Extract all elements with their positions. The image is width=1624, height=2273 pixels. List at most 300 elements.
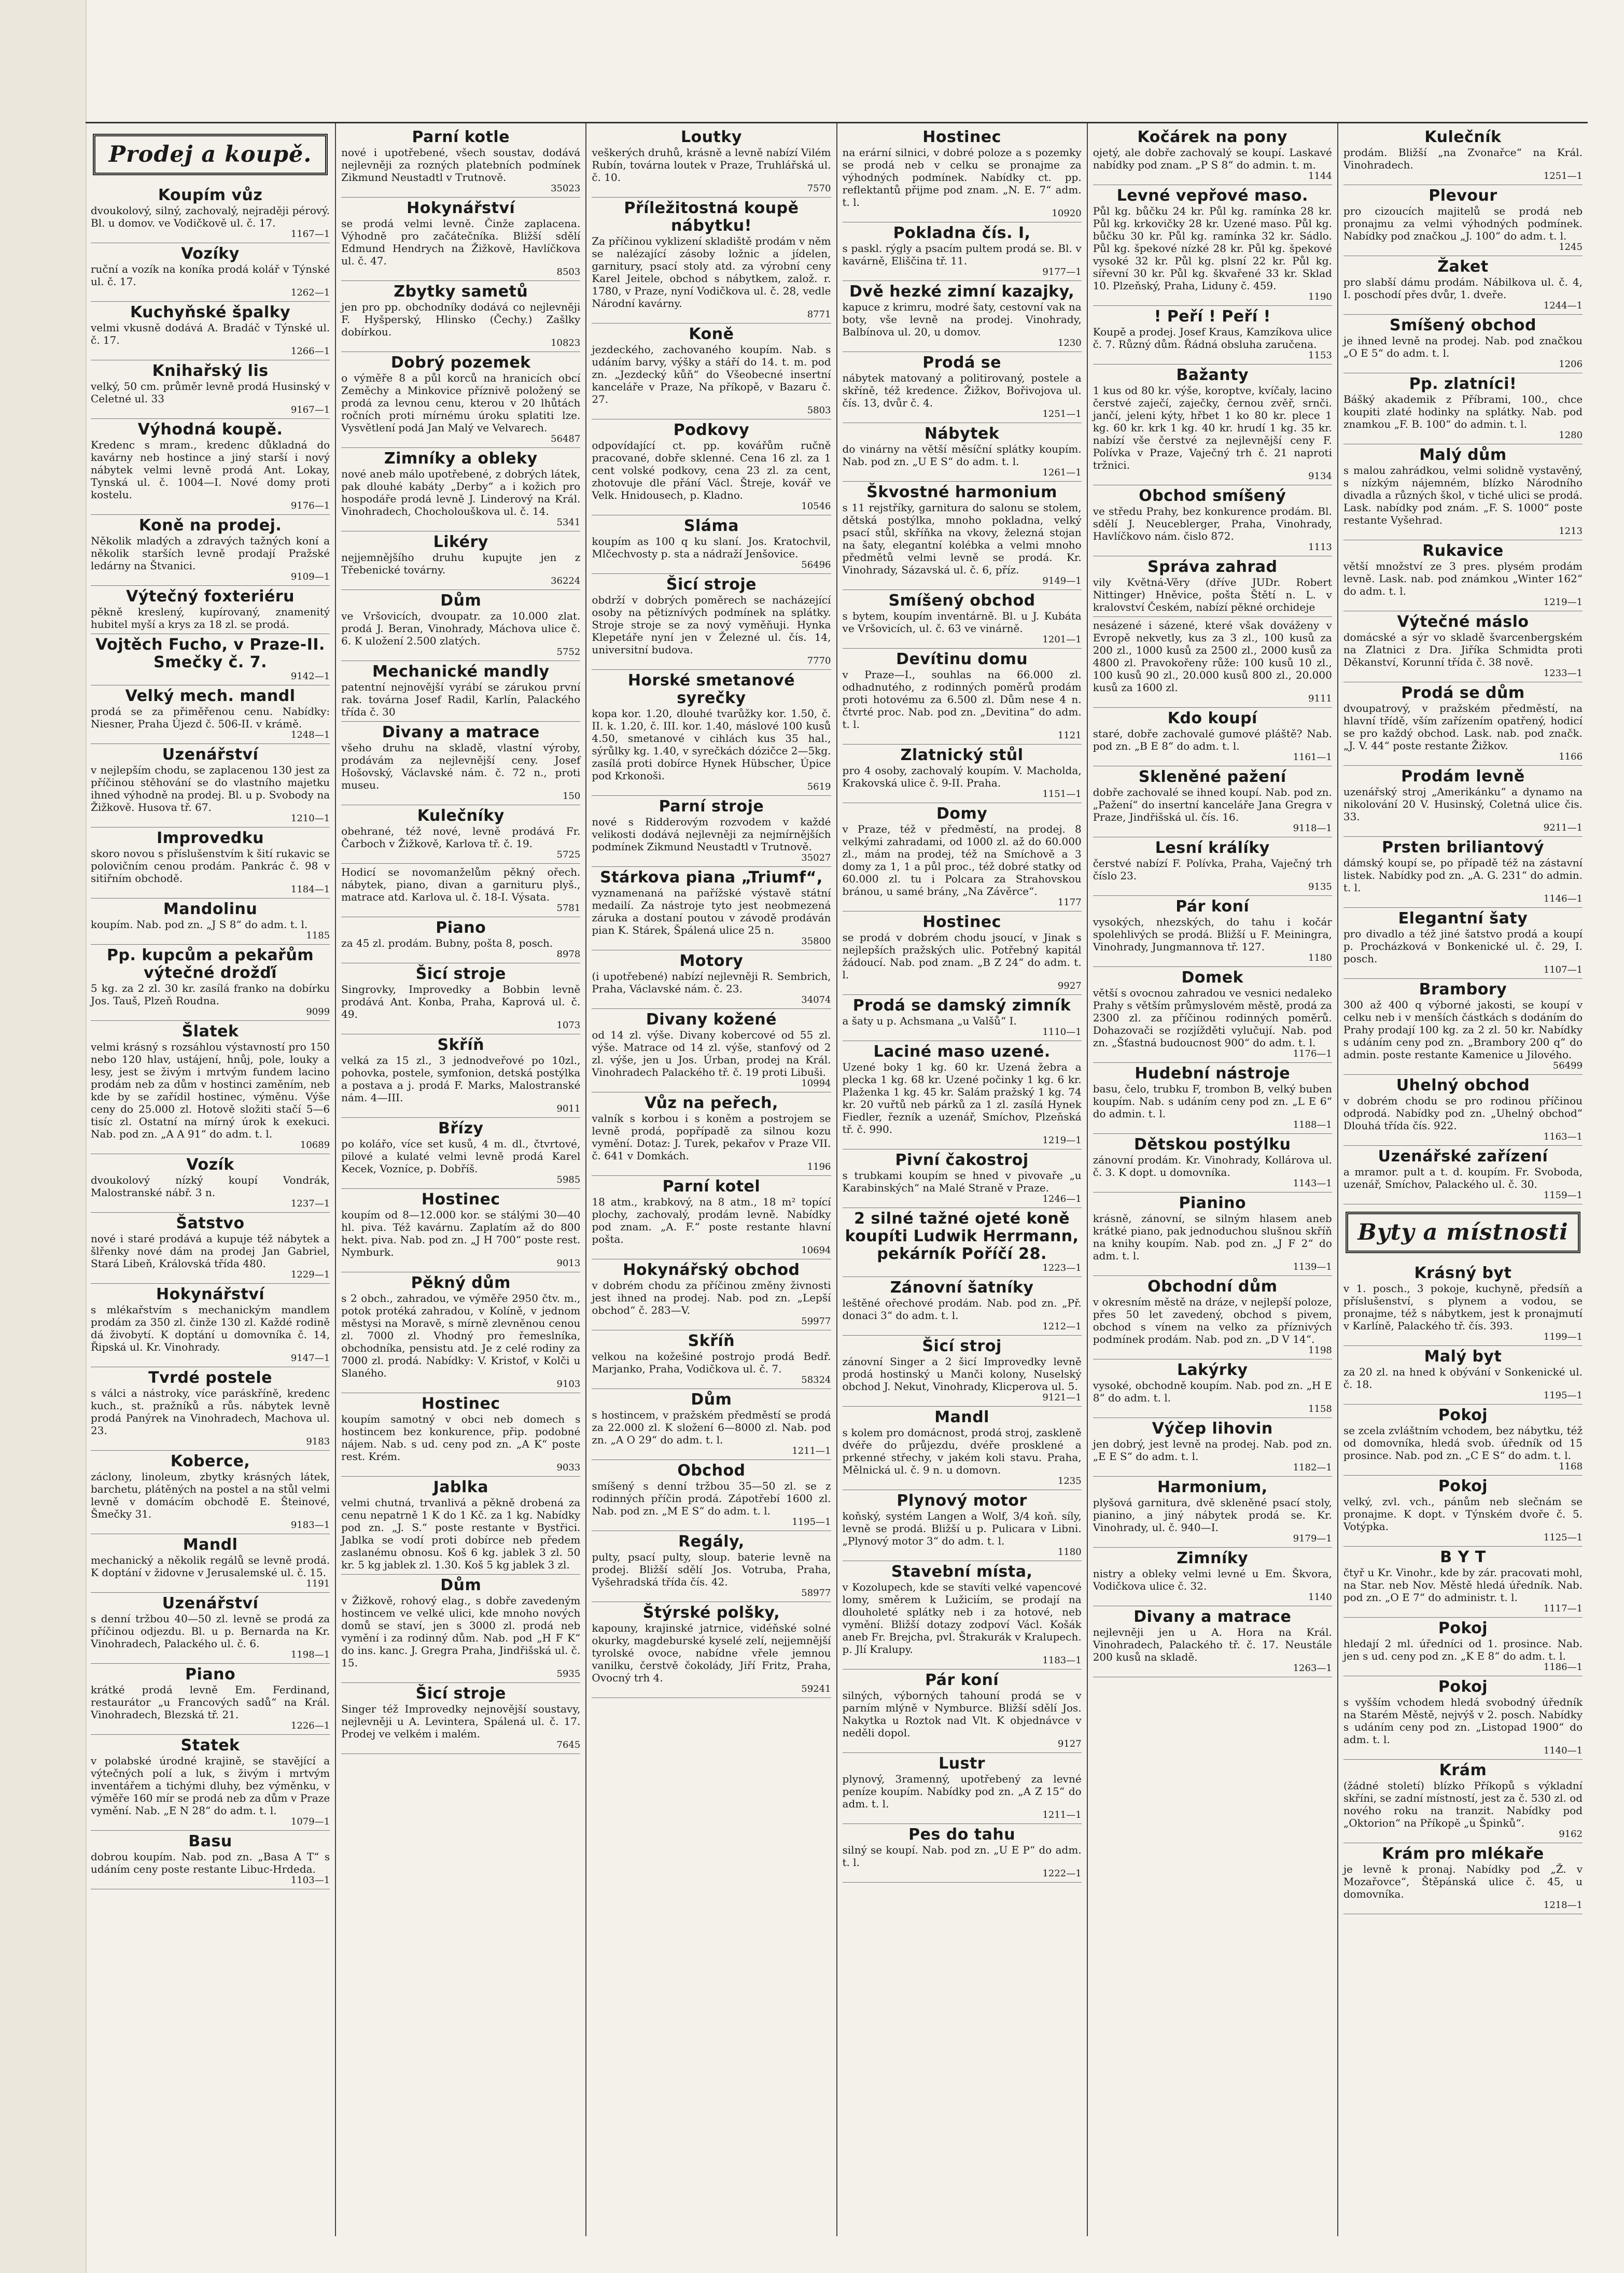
ad-body: se prodá v dobrém chodu jsoucí, v Jinak s nejlepších pražských ulic. Potřebný kapitál žádoucí. Nab. pod znam. „B Z 24“ do adm. t. l.: [842, 931, 1082, 981]
ad-title: Skříň: [688, 1332, 735, 1350]
classified-ad: [1093, 967, 1332, 1063]
classified-ad: [843, 803, 1082, 911]
ad-title: Pes do tahu: [908, 1826, 1016, 1844]
classified-ad: [91, 515, 330, 586]
ad-title: Kulečník: [1424, 128, 1502, 146]
ad-body: je levně k pronaj. Nabídky pod „Ž. v Mozařovce“, Štěpánská ulice č. 45, u domovníka.: [1343, 1863, 1583, 1900]
ad-body: koupím od 8—12.000 kor. se stálými 30—40 hl. piva. Též kavárnu. Zaplatím až do 800 hekt. piva. Nab. pod zn. „J H 700“ poste rest. Nymburk.: [341, 1209, 581, 1258]
ad-body: po kolářo, více set kusů, 4 m. dl., čtvrtové, pilové a kulaté velmi levně prodá Karel Kecek, Vozníce, p. Dobříš.: [341, 1138, 581, 1175]
classified-ad: [592, 1531, 831, 1602]
classified-ad: [1093, 1359, 1332, 1418]
ad-code: 58324: [801, 1374, 831, 1385]
ad-body: kapouny, krajinské jatrnice, vidéňské solné okurky, magdeburské kyselé zelí, nejjemnější tyrolské ovoce, nabídne vřele jemnou vanilku, čerstvě čokolády, Jiří Fritz, Praha, Ovocný trh 4.: [592, 1622, 831, 1684]
column-4: [837, 123, 1088, 2236]
ad-title: Pokoj: [1438, 1678, 1488, 1696]
ad-title: Bažanty: [1176, 366, 1249, 384]
ad-title: Rukavice: [1422, 542, 1504, 560]
ad-title: Skleněné pažení: [1138, 768, 1286, 786]
ad-code: 1263—1: [1293, 1663, 1332, 1674]
ad-code: 1235: [1057, 1476, 1082, 1486]
ad-title: Břízy: [438, 1119, 484, 1138]
classified-ad: [1343, 979, 1583, 1075]
classified-ad: [1093, 1276, 1332, 1359]
ad-code: 34074: [801, 994, 831, 1005]
ad-code: 1113: [1308, 542, 1332, 553]
ad-title: Horské smetanové syrečky: [627, 671, 795, 707]
ad-body: v okresním městě na dráze, v nejlepší poloze, přes 50 let zavedený, obchod s pivem, obchod s vínem na velko za příznivých podmínek prodám. Nab. pod zn. „D V 14“.: [1093, 1296, 1332, 1345]
ad-title: Pár koní: [925, 1671, 999, 1689]
ad-code: 5935: [556, 1668, 581, 1679]
ad-title: Prsten briliantový: [1381, 838, 1544, 857]
classified-ad: [91, 1593, 330, 1664]
ad-body: dobře zachovalé se ihned koupí. Nab. pod zn. „Pažení“ do insertní kanceláře Jana Gregra v Praze, Jindřišská ul. čís. 16.: [1093, 786, 1332, 823]
classified-ad: [1343, 837, 1583, 908]
classified-ad: [341, 448, 580, 531]
ad-code: 1140—1: [1543, 1745, 1583, 1756]
classified-ad: [91, 634, 330, 685]
ad-body: uzenářský stroj „Amerikánku“ a dynamo na nikolování 20 V. Husinský, Coletná ulice čis. 33.: [1343, 785, 1583, 823]
classified-ad: [91, 1213, 330, 1284]
classified-ad: [843, 1041, 1082, 1149]
ad-title: Výtečný foxteriéru: [126, 587, 295, 606]
ad-body: 18 atm., krabkový, na 8 atm., 18 m² topící plochy, zachovalý, prodám levně. Nabídky pod znam. „A. F.“ poste restante hlavní pošta.: [592, 1196, 831, 1245]
classified-ad: [1343, 256, 1583, 315]
ad-body: koupím as 100 q ku slaní. Jos. Kratochvil, Mlčechvosty p. sta a nádraží Jenšovice.: [592, 535, 831, 560]
ad-body: krásně, zánovní, se silným hlasem aneb krátké piano, pak jednoduchou slušnou skříň na knihy koupím. Nab. pod zn. „J F 2“ do adm. t. l.: [1093, 1212, 1332, 1262]
classified-ad: [592, 1009, 831, 1092]
ad-body: Hodicí se novomanželům pěkný ořech. nábytek, piano, divan a garnituru plyš., matrace atd. Karlova ul. č. 18-I. Výsata.: [341, 866, 581, 903]
ad-title: Pokoj: [1438, 1477, 1488, 1495]
ad-title: Mechanické mandly: [372, 663, 550, 681]
ad-body: za 20 zl. na hned k obývání v Sonkenické ul. č. 18.: [1343, 1366, 1583, 1391]
classified-ad: [843, 590, 1082, 649]
ad-body: skoro novou s příslušenstvím k šití rukavic se polovičním cenou prodám. Pankrác č. 98 v sitiřním obchodě.: [91, 847, 330, 885]
ad-title: Obchod: [677, 1462, 746, 1480]
ad-body: v Žižkově, rohový elag., s dobře zavedeným hostincem ve velké ulici, kde mnoho nových domů se staví, jen s 3000 zl. prodá neb vymění i za rodinný dům. Nab. pod „H F K“ do ins. kanc. J. Gregra Praha, Jindřišská ul. č. 15.: [341, 1594, 581, 1669]
ad-code: 9183: [306, 1436, 330, 1447]
column-1: [86, 123, 336, 2236]
classified-ad: [1343, 373, 1583, 444]
ad-code: 9111: [1308, 693, 1332, 704]
ad-code: 1079—1: [290, 1816, 330, 1827]
ad-body: nejjemnějšího druhu kupujte jen z Třebenické továrny.: [341, 551, 581, 576]
ad-code: 1219—1: [1042, 1135, 1082, 1146]
classified-ad: [1093, 708, 1332, 766]
ad-code: 35023: [551, 183, 581, 194]
classified-ad: [91, 360, 330, 419]
ad-body: nové aneb málo upotřebené, z dobrých látek, pak dlouhé kabáty „Derby“ a i kožich pro hospodáře prodá levně J. Linderový na Král. Vinohradech, Chocholouškova ul. č. 14.: [341, 468, 581, 517]
ad-body: v nejlepším chodu, se zaplacenou 130 jest za příčinou stěhování se do vlastního majetku ihned výhodně na prodej. Bl. u p. Svobody na Žižkově. Husova tř. 67.: [91, 764, 330, 813]
ad-code: 9179—1: [1293, 1533, 1332, 1544]
classified-ad: [843, 1824, 1082, 1883]
classified-ad: [341, 1477, 580, 1575]
ad-title: Vozík: [186, 1156, 234, 1174]
ad-code: 10920: [1052, 208, 1082, 219]
classified-ad: [1343, 682, 1583, 766]
ad-title: Parní stroje: [659, 797, 764, 816]
ad-code: 5803: [807, 405, 831, 416]
ad-body: velkou na kožešiné postrojo prodá Bedř. Marjanko, Praha, Vodičkova ul. č. 7.: [592, 1350, 831, 1375]
ad-body: nové i upotřebené, všech soustav, dodává nejlevněji za rozných platebních podmínek Zikmund Neustadtl v Trutnově.: [341, 146, 581, 184]
ad-body: 1 kus od 80 kr. výše, koroptve, kvíčaly, lacino čerstvé zaječí, zaječky, černou zvěř, srnči. jančí, jeleni kýty, hřbet 1 ko 80 kr. plece 1 kg. 60 kr. krk 1 kg. 40 kr. hrudí 1 kg. 35 kr. nabízí vše čerstvé za nejlevnější ceny F. Polívka v Praze, Vaječný trh č. 21 naproti tržnici.: [1093, 384, 1332, 471]
classified-ad: [91, 1735, 330, 1831]
ad-body: s bytem, koupím inventárně. Bl. u J. Kubáta ve Vršovicích, ul. č. 63 ve vinárně.: [842, 610, 1082, 635]
classified-ad: [341, 805, 580, 864]
ad-body: o výměře 8 a půl korců na hranicích obcí Zeměchy a Minkovice příznivě položený se prodá za levnou cenu, kterou v 20 lhůtách ročních proti mírnému úroku splatiti lze. Vysvětlení podá Jan Malý ve Velvarech.: [341, 372, 581, 434]
ad-body: je ihned levně na prodej. Nab. pod značkou „O E 5“ do adm. t. l.: [1343, 334, 1583, 359]
classified-ad: [91, 899, 330, 945]
section-header: Byty a místnosti: [1346, 1212, 1580, 1253]
ad-body: Půl kg. bůčku 24 kr. Půl kg. ramínka 28 kr. Půl kg. krkovičky 28 kr. Uzené maso. Půl kg. bůčku 30 kr. Půl kg. ramínka 32 kr. Sádlo. Půl kg. špekové nízké 28 kr. Půl kg. špekové vysoké 32 kr. Půl kg. plsní 22 kr. Půl kg. sířevní 30 kr. Půl kg. škvařené 33 kr. Sklad 10. Plzeňský, Praha, Liduny č. 459.: [1093, 205, 1332, 292]
ad-code: 9211—1: [1543, 822, 1583, 833]
ad-title: Žaket: [1437, 258, 1489, 276]
classified-ad: [91, 1021, 330, 1154]
ad-title: Nábytek: [924, 425, 1000, 443]
ad-body: vily Květná-Věry (dříve JUDr. Robert Nittinger) Hněvice, pošta Štětí n. L. v kralovství Českém, nabízí pěkné orchideje: [1093, 576, 1332, 613]
ad-body: plyšová garnitura, dvě skleněné psací stoly, pianino, a jiný nábytek prodá se. Kr. Vinohrady, ul. č. 940—I.: [1093, 1496, 1332, 1534]
ad-body: Uzené boky 1 kg. 60 kr. Uzená žebra a plecka 1 kg. 68 kr. Uzené počinky 1 kg. 6 kr. Plaženka 1 kg. 45 kr. Salám pražský 1 kg. 74 kr. 20 vuřtů neb párků za 1 zl. zasílá Hynek Fiedler, řezník a uzenář, Smíchov, Plzeňská tř. č. 990.: [842, 1061, 1082, 1135]
ad-code: 5781: [556, 903, 581, 914]
ad-body: všeho druhu na skladě, vlastní výroby, prodávám za nejlevnější ceny. Josef Hošovský, Václavské nám. č. 72 n., proti museu.: [341, 741, 581, 791]
ad-body: s denní tržbou 40—50 zl. levně se prodá za příčinou odjezdu. Bl. u p. Bernarda na Kr. Vinohradech, Palackého ul. č. 6.: [91, 1612, 330, 1650]
classified-ad: [341, 917, 580, 963]
column-3: [586, 123, 837, 2236]
ad-title: Krásný byt: [1414, 1264, 1512, 1282]
ad-title: Prodá se damský zimník: [852, 997, 1071, 1015]
column-5: [1088, 123, 1338, 2236]
ad-title: Improvedku: [157, 829, 264, 847]
ad-body: Kredenc s mram., kredenc důkladná do kavárny neb hostince a jiný starší i nový nábytek velmi levně prodá Ant. Lokay, Tynská ul. č. 1004—I. Nové domy proti kostelu.: [91, 439, 330, 501]
ad-body: a šaty u p. Achsmana „u Valšů“ I.: [842, 1015, 1017, 1027]
classified-ad: [91, 1534, 330, 1593]
classified-ad: [341, 1034, 580, 1118]
ad-body: vysokých, nhezských, do tahu i kočár spolehlivých se prodá. Bližší u F. Meiningra, Vinohrady, Jungmannova tř. 127.: [1093, 916, 1332, 953]
classified-ad: [843, 1561, 1082, 1669]
ad-code: 56496: [801, 559, 831, 570]
classified-columns: [86, 122, 1588, 2236]
classified-ad: [592, 1460, 831, 1531]
ad-body: velký, 50 cm. průměr levně prodá Husinský v Celetné ul. 33: [91, 380, 330, 405]
ad-body: jezdeckého, zachovaného koupím. Nab. s udáním barvy, výšky a stáří do 14. t. m. pod zn. „Jezdecký kůň“ do Všeobecné insertní kanceláře v Praze, Na příkopě, v Bazaru č. 27.: [592, 343, 831, 405]
ad-body: pulty, psací pulty, sloup. baterie levně na prodej. Bližší sdělí Jos. Votruba, Praha, Vyšehradská třída čís. 42.: [592, 1551, 831, 1588]
ad-body: hledají 2 ml. úředníci od 1. prosince. Nab. jen s ud. ceny pod zn. „K E 8“ do adm. t. l.: [1343, 1637, 1583, 1662]
classified-ad: [1093, 556, 1332, 617]
classified-ad: [592, 1259, 831, 1330]
classified-ad: [341, 1272, 580, 1393]
ad-body: kapuce z krimru, modré šaty, cestovní vak na boty, vše levně na prodej. Vinohrady, Balbínova ul. 20, u domov.: [842, 301, 1082, 338]
ad-body: větší množství ze 3 pres. plysém prodám levně. Lask. nab. pod známkou „Winter 162“ do adm. t. l.: [1343, 560, 1583, 597]
ad-title: Hostinec: [922, 128, 1001, 146]
ad-code: 1199—1: [1543, 1331, 1583, 1342]
ad-title: Dětskou postýlku: [1134, 1135, 1291, 1154]
ad-body: pro divadlo a též jiné šatstvo prodá a koupí p. Procházková v Bonkenické ul. č. 29, I. posch.: [1343, 928, 1583, 965]
classified-ad: [1093, 185, 1332, 306]
ad-body: (žádné století) blízko Příkopů s výkladní skříni, se zadní místností, jest za č. 530 zl. od nového roku na tranzit. Nabídky pod „Oktorion“ na Příkopě „u Špinků“.: [1343, 1779, 1583, 1829]
ad-title: Smíšený obchod: [888, 592, 1035, 610]
ad-title: Vojtěch Fucho, v Praze-II. Smečky č. 7.: [95, 636, 325, 671]
ad-title: Šlatek: [181, 1022, 239, 1041]
ad-code: 10994: [801, 1078, 831, 1089]
ad-title: Uzenářství: [162, 746, 259, 764]
classified-ad: [843, 1407, 1082, 1490]
ad-body: ve Vršovicích, dvoupatr. za 10.000 zlat. prodá J. Beran, Vinohrady, Máchova ulice č. 6. K uložení 2.500 zlatých.: [341, 610, 581, 647]
ad-body: valník s korbou i s koněm a postrojem se levně prodá, popřípadě za silnou kozu vymění. Dotaz: J. Turek, pekařov v Praze VII. č. 641 v Domkách.: [592, 1112, 831, 1162]
ad-title: Dům: [440, 1576, 482, 1594]
classified-ad: [1343, 766, 1583, 837]
ad-code: 9127: [1057, 1738, 1082, 1749]
ad-code: 1140: [1308, 1592, 1332, 1603]
classified-ad: [91, 685, 330, 744]
ad-code: 56499: [1552, 1060, 1583, 1071]
ad-title: Tvrdé postele: [148, 1369, 272, 1387]
classified-ad: [843, 1669, 1082, 1753]
classified-ad: [341, 198, 580, 281]
ad-body: leštěné ořechové prodám. Nab. pod zn. „Př. donaci 3“ do adm. t. l.: [842, 1297, 1082, 1322]
ad-title: Šicí stroje: [415, 965, 506, 983]
ad-title: Divany a matrace: [1133, 1608, 1292, 1626]
ad-body: koňský, systém Langen a Wolf, 3/4 koň. síly, levně se prodá. Bližší u p. Pulicara v Libni. „Plynový motor 3“ do adm. t. l.: [842, 1510, 1082, 1547]
ad-code: 1196: [807, 1161, 831, 1172]
classified-ad: [91, 1154, 330, 1213]
ad-title: Lesní králíky: [1155, 839, 1270, 857]
ad-body: v Kozolupech, kde se stavíti velké vapencové lomy, směrem k Lužiciím, se prodají na dlouholeté splátky neb i za hotové, neb vymění. Bližší dotazy zodpoví Václ. Košák aneb Fr. Brejcha, pvl. Štrakurák v Kralupech. p. Jlí Kralupy.: [842, 1581, 1082, 1655]
ad-body: nistry a obleky velmi levné u Em. Škvora, Vodičkova ulice č. 32.: [1093, 1567, 1332, 1592]
classified-ad: [1093, 1192, 1332, 1276]
classified-ad: [1343, 1843, 1583, 1914]
ad-code: 9142—1: [290, 671, 330, 682]
ad-code: 9135: [1308, 881, 1332, 892]
ad-code: 1206: [1559, 359, 1583, 370]
classified-ad: [592, 419, 831, 515]
ad-code: 35800: [801, 936, 831, 947]
ad-title: Šicí stroje: [415, 1685, 506, 1703]
ad-title: Mandl: [183, 1536, 238, 1554]
ad-body: staré, dobře zachovalé gumové pláště? Nab. pod zn. „B E 8“ do adm. t. l.: [1093, 727, 1332, 752]
ad-title: Mandl: [934, 1408, 989, 1426]
classified-ad: [91, 1367, 330, 1451]
ad-code: 5725: [556, 849, 581, 860]
ad-body: nové i staré prodává a kupuje též nábytek a šlřenky nové dám na prodej Jan Gabriel, Stará Libeň, Královská třída 480.: [91, 1232, 330, 1270]
ad-body: nové s Ridderovým rozvodem v každé velikosti dodává nejlevněji za nejmírnějších podmínek Zikmund Neustadtl v Trutnově.: [592, 816, 831, 853]
ad-title: Kulečníky: [417, 807, 505, 825]
ad-code: 56487: [551, 433, 581, 444]
ad-title: Štýrské polšky,: [642, 1604, 780, 1622]
ad-title: Regály,: [678, 1533, 745, 1551]
classified-ad: [843, 745, 1082, 803]
ad-title: Obchod smíšený: [1139, 487, 1286, 505]
ad-body: kopa kor. 1.20, dlouhé tvarůžky kor. 1.50, č. II. k. 1.20, č. III. kor. 1.40, máslové 100 kusů 4.50, smetanové v cihlách kus 35 hal., sýrůlky kg. 1.40, v syrečkách dózičce 2—5kg. zasílá proti dobírce Hynek Hübscher, Úpice pod Krkonoši.: [592, 707, 831, 782]
classified-ad: [1093, 1063, 1332, 1134]
classified-ad: [341, 281, 580, 352]
classified-ad: [91, 1831, 330, 1889]
ad-body: v dobrém chodu se pro rodinou příčinou odprodá. Nabídky pod zn. „Uhelný obchod“ Dlouhá třída čís. 922.: [1343, 1095, 1583, 1132]
classified-ad: [843, 352, 1082, 423]
ad-title: Domy: [936, 805, 988, 823]
ad-title: Prodám levně: [1401, 767, 1525, 785]
ad-title: Prodá se: [922, 354, 1001, 372]
ad-title: Zánovní šatníky: [890, 1279, 1034, 1297]
ad-body: nesázené i sázené, které však dováženy v Evropě nekvetly, kus za 3 zl., 100 kusů za 200 zl., 1000 kusů za 2500 zl., 2000 kusů za 4800 zl. Pravokořeny růže: 100 kusů 10 zl., 100 kusů 90 zl., 20.000 kusů 800 zl., 20.000 kusů za 1600 zl.: [1093, 619, 1332, 694]
ad-code: 1195—1: [1543, 1390, 1583, 1401]
ad-code: 1261—1: [1042, 467, 1082, 478]
ad-body: od 14 zl. výše. Divany kobercové od 55 zl. výše. Matrace od 14 zl. výše, stanfový od 2 zl. výše, jen u Jos. Úrban, prodej na Král. Vinohradech Palackého tř. č. 19 proti Libuši.: [592, 1029, 831, 1078]
ad-code: 10689: [300, 1140, 330, 1150]
ad-code: 8771: [807, 309, 831, 320]
ad-body: domácské a sýr vo skladě švarcenbergském na Zlatnici z Dra. Jiříka Schmidta proti Děkanství, Korunní třída č. 38 nově.: [1343, 631, 1583, 668]
classified-ad: [592, 867, 831, 950]
ad-code: 1158: [1308, 1404, 1332, 1414]
classified-ad: [843, 1490, 1082, 1561]
classified-ad: [341, 722, 580, 805]
ad-body: veškerých druhů, krásně a levně nabízí Vilém Rubín, továrna loutek v Praze, Truhlářská ul. č. 10.: [592, 146, 831, 184]
ad-title: Hostinec: [922, 913, 1001, 931]
classified-ad: [341, 1683, 580, 1754]
ad-body: Singrovky, Improvedky a Bobbin levně prodává Ant. Konba, Praha, Kaprová ul. č. 49.: [341, 983, 581, 1020]
ad-code: 1103—1: [290, 1875, 330, 1886]
ad-code: 1186—1: [1543, 1662, 1583, 1673]
ad-code: 1163—1: [1543, 1131, 1583, 1142]
ad-title: Brambory: [1419, 980, 1507, 999]
ad-code: 7645: [556, 1739, 581, 1750]
classified-ad: [1093, 1548, 1332, 1606]
ad-code: 1248—1: [290, 729, 330, 740]
ad-body: koupím samotný v obci neb domech s hostincem bez konkurence, přip. podobné nájem. Nab. s ud. ceny pod zn. „A K“ poste rest. Krém.: [341, 1413, 581, 1463]
ad-title: Výhodná koupě.: [137, 420, 283, 439]
ad-body: patentní nejnovější vyrábí se zárukou první rak. továrna Josef Radil, Karlín, Palackého třída č. 30: [341, 681, 581, 718]
ad-body: obdrží v dobrých poměrech se nacházející osoby na pětiznívých podmínek na splátky. Stroje stroje se za nový vyměňuji. Hynka Klepetáře nyní jen v Železné ul. čís. 14, universitní budova.: [592, 594, 831, 656]
ad-code: 150: [562, 791, 581, 802]
ad-code: 1073: [556, 1020, 581, 1031]
ad-title: Šicí stroj: [922, 1337, 1002, 1355]
ad-body: čtyř u Kr. Vinohr., kde by zár. pracovati mohl, na Star. neb Nov. Městě hledá úředník. Nab. pod zn. „O E 7“ do administr. t. l.: [1343, 1566, 1583, 1604]
classified-ad: [91, 1284, 330, 1367]
classified-ad: [1093, 127, 1332, 185]
classified-ad: [1343, 1760, 1583, 1843]
ad-body: basu, čelo, trubku F, trombon B, velký buben koupím. Nab. s udáním ceny pod zn. „L E 6“ do admin. t. l.: [1093, 1083, 1332, 1120]
ad-title: Pianino: [1179, 1194, 1247, 1212]
ad-title: Stavební místa,: [891, 1563, 1033, 1581]
classified-ad: [1343, 1476, 1583, 1547]
classified-ad: [592, 198, 831, 324]
ad-body: smíšený s denní tržbou 35—50 zl. se z rodinných příčin prodá. Zápotřebí 1600 zl. Nab. pod zn. „M E S“ do adm. t. l.: [592, 1480, 831, 1517]
ad-code: 7770: [807, 655, 831, 666]
classified-ad: [592, 574, 831, 670]
ad-title: Lakýrky: [1177, 1361, 1248, 1379]
ad-body: do vinárny na větší měsíční splátky koupím. Nab. pod zn. „U E S“ do adm. t. l.: [842, 443, 1082, 468]
ad-title: ! Peří ! Peří !: [1154, 307, 1271, 326]
ad-body: jen dobrý, jest levně na prodej. Nab. pod zn. „E E S“ do adm. t. l.: [1093, 1438, 1332, 1463]
ad-body: větší s ovocnou zahradou ve vesnici nedaleko Prahy s větším průmyslovém městě, prodá za 2300 zl. za příčinou rodinných poměrů. Dohazovači se rozjížděti vylučují. Nab. pod zn. „Šťastná budoucnost 900“ do adm. t. l.: [1093, 987, 1332, 1049]
ad-code: 1159—1: [1543, 1190, 1583, 1201]
ad-body: s mlékařstvím s mechanickým mandlem prodám za 350 zl. činže 130 zl. Každé rodině dá živobytí. K doptání u domovníka č. 14, Řipská ul. Kr. Vinohrady.: [91, 1303, 330, 1353]
ad-title: Kočárek na pony: [1137, 128, 1287, 146]
classified-ad: [592, 670, 831, 796]
ad-title: Malý dům: [1419, 446, 1507, 464]
ad-title: Koně na prodej.: [138, 516, 282, 535]
ad-code: 1251—1: [1042, 409, 1082, 419]
ad-code: 1139—1: [1293, 1261, 1332, 1272]
ad-body: velmi vkusně dodává A. Bradáč v Týnské ul. č. 17.: [91, 321, 330, 346]
ad-title: Sláma: [683, 517, 739, 535]
ad-body: 300 až 400 q výborné jakosti, se koupí v celku neb i v menších částkách s dodáním do Prahy prodají 100 kg. za 2 zl. 50 kr. Nabídky s udáním ceny pod zn. „Brambory 200 q“ do admin. poste restante Kamenice u Jilového.: [1343, 999, 1583, 1061]
ad-title: Smíšený obchod: [1389, 316, 1536, 334]
column-2: [336, 123, 586, 2236]
ad-title: Skříň: [437, 1036, 484, 1054]
ad-code: 59241: [801, 1683, 831, 1694]
ad-body: ojetý, ale dobře zachovalý se koupí. Laskavé nabídky pod znam. „P S 8“ do admin. t. m.: [1093, 146, 1332, 171]
ad-body: se prodá velmi levně. Činže zaplacena. Výhodně pro začátečníka. Bližší sdělí Edmund Hendrych na Žižkově, Havlíčkova ul. č. 47.: [341, 217, 581, 267]
classified-ad: [341, 590, 580, 661]
ad-body: silný se koupí. Nab. pod zn. „U E P“ do adm. t. l.: [842, 1844, 1082, 1869]
ad-code: 5341: [556, 517, 581, 528]
ad-code: 9149—1: [1042, 576, 1082, 586]
ad-code: 8978: [556, 949, 581, 960]
ad-title: Uhelný obchod: [1396, 1076, 1530, 1095]
ad-code: 1166: [1559, 751, 1583, 762]
ad-code: 1191: [306, 1578, 330, 1589]
classified-ad: [91, 586, 330, 634]
classified-ad: [91, 1451, 330, 1534]
ad-title: Koberce,: [170, 1452, 250, 1470]
ad-title: Vůz na peřech,: [644, 1094, 778, 1112]
ad-code: 1245: [1559, 242, 1583, 252]
ad-title: Prodá se dům: [1401, 684, 1525, 702]
classified-ad: [1343, 1676, 1583, 1760]
classified-ad: [91, 419, 330, 515]
classified-ad: [91, 827, 330, 899]
ad-code: 1219—1: [1543, 597, 1583, 608]
ad-code: 1177: [1057, 897, 1082, 908]
ad-body: s malou zahrádkou, velmi solidně vystavěný, s nízkým nájemném, blízko Národního divadla a různých škol, v tiché ulici se prodá. Lask. nabídky pod znám. „F. S. 1000“ poste restante Vyšehrad.: [1343, 464, 1583, 526]
classified-ad: [1093, 306, 1332, 364]
ad-body: zánovní Singer a 2 šicí Improvedky levně prodá hostinský u Manči kolony, Nuselský obchod J. Nekut, Vinohrady, Klicperova ul. 5.: [842, 1355, 1082, 1393]
classified-ad: [843, 1208, 1082, 1277]
ad-body: s trubkami koupím se hned v pivovaře „u Karabinských“ na Malé Straně v Praze.: [842, 1169, 1082, 1194]
ad-body: v Praze—I., souhlas na 66.000 zl. odhadnutého, z rodinných poměrů prodám proti hotovému za 6.500 zl. Dům nese 4 n. čtvrté proc. Nab. pod zn. „Devitina“ do adm. t. l.: [842, 668, 1082, 731]
ad-code: 1211—1: [792, 1446, 831, 1456]
ad-title: Příležitostná koupě nábytku!: [624, 199, 799, 235]
ad-code: 1211—1: [1042, 1809, 1082, 1820]
ad-body: Několik mladých a zdravých tažných koní a několik starších levně prodají Pražské ledárny na Štvanici.: [91, 535, 330, 572]
ad-code: 1230: [1057, 338, 1082, 348]
section-header: Prodej a koupě.: [93, 134, 328, 175]
ad-code: 9011: [556, 1103, 581, 1114]
ad-code: 1233—1: [1543, 668, 1583, 679]
ad-title: Domek: [1181, 969, 1244, 987]
classified-ad: [1343, 1075, 1583, 1146]
ad-code: 9118—1: [1293, 823, 1332, 834]
classified-ad: [843, 1149, 1082, 1208]
ad-body: odpovídající ct. pp. kovářům ručně pracované, dobře sklenné. Cena 16 zl. za 1 cent volské podkovy, cena 23 zl. za cent, zhotovuje dle přání Václ. Štreje, kovář ve Velk. Hnidousech, p. Kladno.: [592, 439, 831, 501]
ad-code: 59977: [801, 1316, 831, 1327]
ad-code: 1153: [1308, 350, 1332, 361]
ad-code: 1125—1: [1543, 1532, 1583, 1543]
classified-ad: [341, 1393, 580, 1477]
classified-ad: [341, 864, 580, 917]
ad-code: 1201—1: [1042, 634, 1082, 645]
classified-ad: [1093, 364, 1332, 485]
classified-ad: [91, 243, 330, 302]
ad-code: 9177—1: [1042, 266, 1082, 277]
ad-body: ruční a vozík na koníka prodá kolář v Týnské ul. č. 17.: [91, 263, 330, 288]
ad-title: Krám pro mlékaře: [1382, 1845, 1544, 1863]
classified-ad: [341, 1575, 580, 1683]
ad-title: Malý byt: [1424, 1348, 1502, 1366]
ad-body: velmi krásný s rozsáhlou výstavností pro 150 nebo 120 hlav, ustájení, hnůj, pole, louky a lesy, jest se živým i mrtvým fundem lacino prodám neb za dům v hostinci zaměním, neb kde by se zařídil hostinec, výměnu. Výše ceny do 25.000 zl. Hotově složiti stačí 5—6 tisíc zl. Ostatní na mírný úrok k exekuci. Nab. pod zn. „A A 91“ do adm. t. l.: [91, 1041, 330, 1140]
classified-ad: [592, 324, 831, 419]
ad-body: Singer též Improvedky nejnovější soustavy, nejlevněji u A. Levintera, Spálená ul. č. 17. Prodej ve velkém i malém.: [341, 1703, 581, 1740]
classified-ad: [1093, 1477, 1332, 1548]
